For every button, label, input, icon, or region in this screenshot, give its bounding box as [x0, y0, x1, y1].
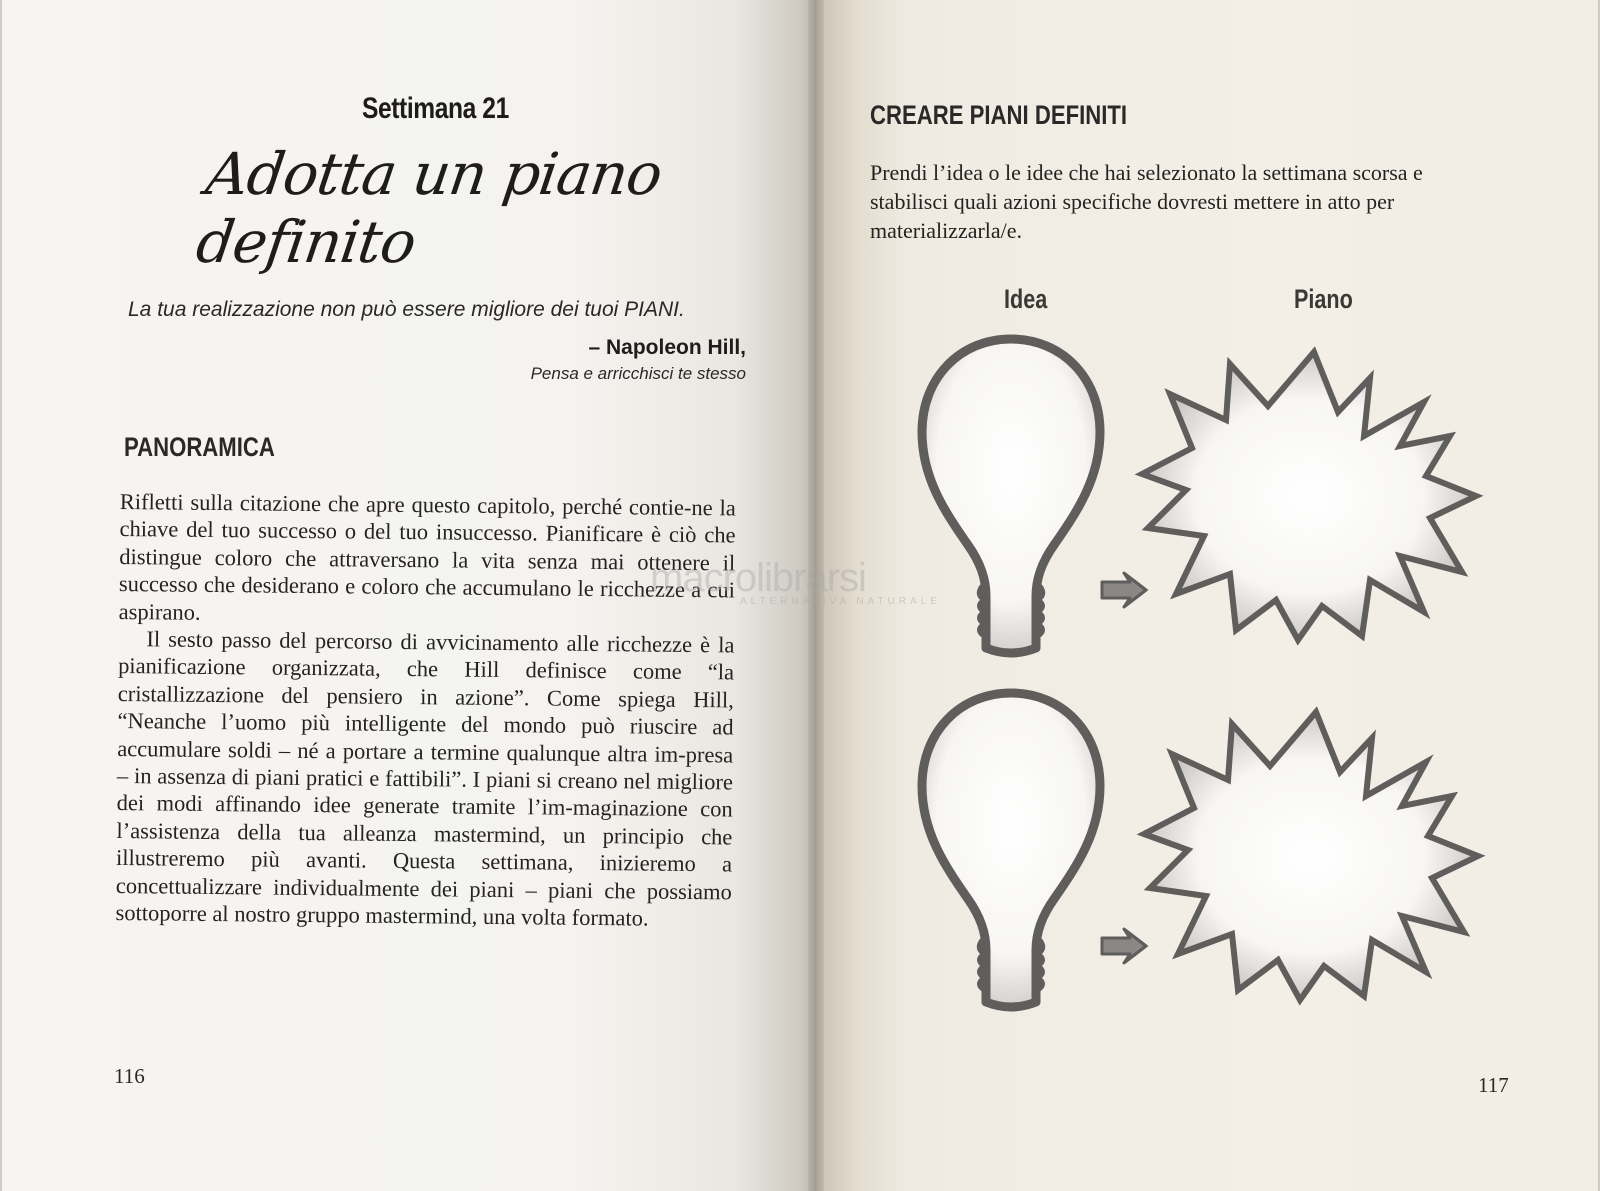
starburst-icon: [1142, 352, 1476, 640]
epigraph-source: Pensa e arricchisci te stesso: [530, 364, 746, 383]
intro-text: Prendi l’idea o le idee che hai selezionato la settimana scorsa e stabilisci quali azioni specifiche dovresti mettere in atto per materializzarla/e.: [870, 160, 1423, 243]
section-heading-plans: CREARE PIANI DEFINITI: [870, 100, 1128, 130]
arrow-right-icon: [1102, 929, 1146, 963]
page-number-left: 116: [114, 1064, 145, 1088]
watermark-logo: macrolibrarsi: [650, 556, 866, 600]
epigraph-author: – Napoleon Hill,: [588, 336, 746, 359]
lightbulb-icon: [922, 339, 1100, 653]
page-number-right: 117: [1478, 1073, 1509, 1097]
epigraph-quote: La tua realizzazione non può essere migliore dei tuoi PIANI.: [128, 298, 685, 321]
lightbulb-icon: [922, 693, 1100, 1007]
chapter-title: Adotta un piano definito: [192, 140, 666, 276]
paragraph: Rifletti sulla citazione che apre questo capitolo, perché contie-ne la chiave del tuo successo o del tuo insuccesso. Pianificare è ciò che distingue coloro che attraversano la vita senza mai ottenere il successo che desiderano e coloro che accumulano le ricchezze a cui aspirano.: [118, 488, 736, 625]
paragraph: Il sesto passo del percorso di avvicinamento alle ricchezze è la pianificazione organizzata, che Hill definisce come “la cristallizzazione del pensiero in azione”. Come spiega Hill, “Neanche l’uomo più intelligente del mondo può riuscire ad accumulare soldi – né a portare a termine qualunque altra im-presa – in assenza di piani pratici e fattibili”. I piani si creano nel migliore dei modi affinando idee generate tramite l’im-maginazione con l’assistenza della tua alleanza mastermind, un principio che illustreremo più avanti. Questa settimana, inizieremo a concettualizzare individualmente dei piani – piani che possiamo sottoporre al nostro gruppo mastermind, una volta formato.: [115, 626, 735, 931]
starburst-icon: [1144, 712, 1478, 1000]
week-label: Settimana 21: [362, 92, 509, 125]
section-heading-overview: PANORAMICA: [124, 432, 275, 462]
column-label-plan: Piano: [1294, 284, 1353, 314]
watermark-subtext: ALTERNATIVA NATURALE: [740, 596, 941, 607]
arrow-right-icon: [1102, 573, 1146, 607]
column-label-idea: Idea: [1004, 284, 1048, 314]
